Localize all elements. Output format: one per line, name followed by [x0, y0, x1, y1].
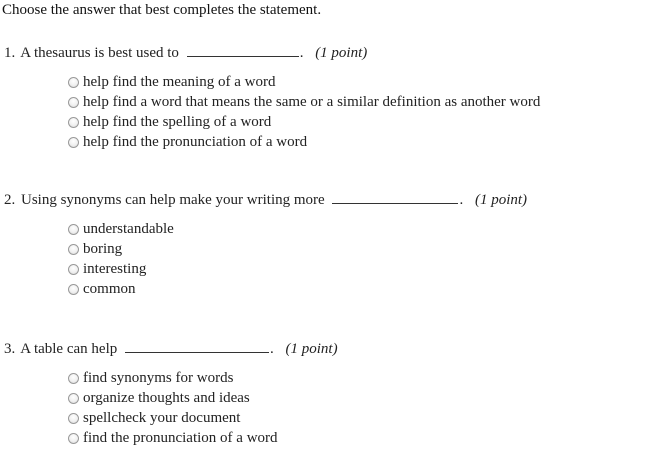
radio-button[interactable] — [68, 224, 79, 235]
radio-button[interactable] — [68, 373, 79, 384]
option-label: common — [83, 280, 136, 297]
option-2c[interactable] — [68, 259, 174, 279]
question-number: 2. — [4, 192, 16, 208]
radio-button[interactable] — [68, 97, 79, 108]
question-points: (1 point) — [315, 45, 368, 61]
option-label: find the pronunciation of a word — [83, 429, 278, 446]
option-2b[interactable] — [68, 239, 174, 259]
option-label: help find the spelling of a word — [83, 113, 272, 130]
option-1d[interactable] — [68, 132, 540, 152]
question-suffix: . — [269, 341, 274, 357]
option-label: boring — [83, 240, 123, 257]
question-text: A thesaurus is best used to — [20, 45, 179, 61]
option-1c[interactable] — [68, 112, 540, 132]
radio-button[interactable] — [68, 244, 79, 255]
radio-button[interactable] — [68, 264, 79, 275]
question-3-options — [68, 368, 278, 448]
radio-button[interactable] — [68, 433, 79, 444]
radio-button[interactable] — [68, 117, 79, 128]
option-label: help find the meaning of a word — [83, 73, 276, 90]
option-3c[interactable] — [68, 408, 278, 428]
option-2d[interactable] — [68, 279, 174, 299]
question-2 — [4, 191, 527, 209]
question-suffix: . — [459, 192, 464, 208]
option-2a[interactable] — [68, 219, 174, 239]
question-1-options — [68, 72, 540, 152]
question-2-options — [68, 219, 174, 299]
radio-button[interactable] — [68, 393, 79, 404]
question-suffix: . — [299, 45, 304, 61]
option-label: find synonyms for words — [83, 369, 234, 386]
option-label: interesting — [83, 260, 147, 277]
answer-blank — [187, 44, 299, 57]
question-3 — [4, 340, 338, 358]
answer-blank — [332, 191, 458, 204]
question-number: 1. — [4, 45, 16, 61]
question-text: A table can help — [20, 341, 118, 357]
question-points: (1 point) — [285, 341, 338, 357]
option-label: spellcheck your document — [83, 409, 241, 426]
option-label: understandable — [83, 220, 174, 237]
option-label: organize thoughts and ideas — [83, 389, 250, 406]
radio-button[interactable] — [68, 137, 79, 148]
radio-button[interactable] — [68, 284, 79, 295]
question-points: (1 point) — [474, 192, 528, 208]
option-label: help find a word that means the same or a similar definition as another word — [83, 93, 541, 110]
option-1b[interactable] — [68, 92, 540, 112]
question-text: Using synonyms can help make your writing more — [21, 192, 325, 208]
question-1 — [4, 44, 367, 62]
instructions-text: Choose the answer that best completes the statement. — [2, 2, 322, 18]
answer-blank — [125, 340, 269, 353]
option-label: help find the pronunciation of a word — [83, 133, 308, 150]
radio-button[interactable] — [68, 77, 79, 88]
question-number: 3. — [4, 341, 16, 357]
radio-button[interactable] — [68, 413, 79, 424]
option-3b[interactable] — [68, 388, 278, 408]
option-3a[interactable] — [68, 368, 278, 388]
option-1a[interactable] — [68, 72, 540, 92]
option-3d[interactable] — [68, 428, 278, 448]
